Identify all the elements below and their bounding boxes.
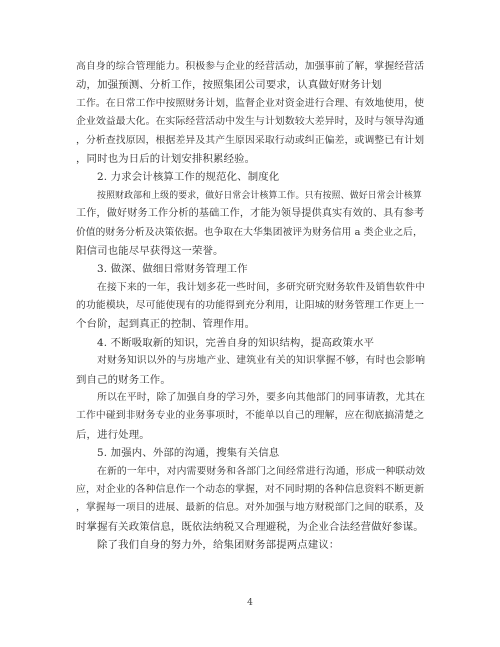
text-line: 价值的财务分析及决策依据。也争取在大华集团被评为财务信用 a 类企业之后， — [76, 226, 423, 238]
text-line: 工作中碰到非财务专业的业务事项时，不能单以自己的理解，应在彻底搞清楚之 — [76, 410, 425, 422]
text-line: 除了我们自身的努力外，给集团财务部提两点建议： — [97, 539, 340, 552]
section-heading-4: 4. 不断吸取新的知识，完善自身的知识结构，提高政策水平 — [97, 336, 375, 349]
text-line: ，分析查找原因，根据差异及其产生原因采取行动或纠正偏差，或调整已有计划 — [76, 134, 425, 146]
section-heading-3: 3. 做深、做细日常财务管理工作 — [97, 263, 248, 276]
text-line: 阳信司也能尽早获得这一荣誉。 — [76, 244, 224, 257]
text-line: ，掌握每一项目的进展、最新的信息。对外加强与地方财税部门之间的联系，及 — [76, 502, 425, 514]
text-line: 工作。在日常工作中按照财务计划，监督企业对资金进行合理、有效地使用，使 — [76, 97, 425, 109]
text-line: 到自己的财务工作。 — [76, 373, 171, 386]
body-text — [76, 58, 424, 555]
text-line: 企业效益最大化。在实际经营活动中发生与计划数较大差异时，及时与领导沟通 — [76, 116, 425, 128]
text-line: 在新的一年中，对内需要财务和各部门之间经常进行沟通，形成一种联动效 — [97, 465, 426, 477]
text-line: 应，对企业的各种信息作一个动态的掌握，对不同时期的各种信息资料不断更新 — [76, 483, 425, 495]
text-line: 的功能模块，尽可能使现有的功能得到充分利用，让阳城的财务管理工作更上一 — [76, 300, 425, 312]
text-line: ，同时也为日后的计划安排积累经验。 — [76, 152, 256, 165]
text-line: 在接下来的一年，我计划多花一些时间，多研究研究财务软件及销售软件中 — [97, 281, 426, 293]
text-line: 高自身的综合管理能力。积极参与企业的经营活动，加强事前了解，掌握经营活 — [76, 61, 425, 72]
page-number: 4 — [247, 598, 253, 608]
text-line: 后，进行处理。 — [76, 428, 150, 441]
text-line: 个台阶，起到真正的控制、管理作用。 — [76, 318, 256, 331]
text-line: 动，加强预测、分析工作，按照集团公司要求，认真做好财务计划 — [76, 79, 382, 92]
text-line: 按照财政部和上级的要求，做好日常会计核算工作。只有按照、做好日常会计核算 — [97, 190, 422, 201]
text-line: 时掌握有关政策信息，既依法纳税又合理避税，为企业合法经营做好参谋。 — [76, 520, 424, 533]
text-line: 对财务知识以外的与房地产业、建筑业有关的知识掌握不够，有时也会影响 — [97, 355, 426, 367]
text-line: 工作，做好财务工作分析的基础工作，才能为领导提供真实有效的、具有参考 — [76, 208, 425, 220]
text-line: 所以在平时，除了加强自身的学习外，要多向其他部门的同事请教，尤其在 — [97, 392, 426, 404]
section-heading-2: 2. 力求会计核算工作的规范化、制度化 — [97, 171, 280, 184]
section-heading-5: 5. 加强内、外部的沟通，搜集有关信息 — [97, 447, 280, 460]
